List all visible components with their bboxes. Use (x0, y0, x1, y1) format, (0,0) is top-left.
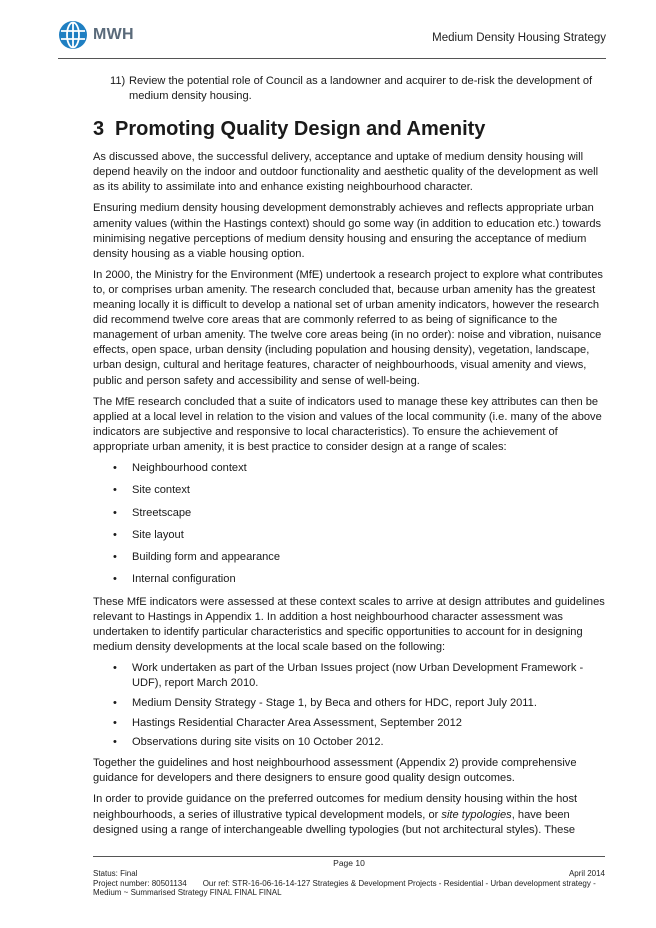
bullet: • (113, 506, 117, 519)
paragraph: These MfE indicators were assessed at these context scales to arrive at design attributes and guidelines relevant to Hastings in Appendix 1. In addition a host neighbourhood character assessment was undertaken to identify particular characteristics and specific opportunities to account for in designing medium density developments at the local scale based on the following: (93, 595, 605, 653)
bullet: • (113, 736, 117, 749)
paragraph: The MfE research concluded that a suite of indicators used to manage these key attributes can then be applied at a local level in relation to the vision and values of the local community (i.e. many of the above indicators are subjective and responsive to local characteristics). To ensure the achievement of appropriate urban amenity, it is best practice to consider design at a range of scales: (93, 395, 602, 453)
page-header (58, 20, 606, 58)
paragraph: Together the guidelines and host neighbourhood assessment (Appendix 2) provide comprehensive guidance for developers and there designers to ensure good quality design outcomes. (93, 757, 577, 785)
bullet: • (113, 461, 117, 474)
paragraph: In 2000, the Ministry for the Environment (MfE) undertook a research project to explore what contributes to, or comprises urban amenity. The research concluded that, because urban amenity has the greatest meaning locally it is difficult to develop a national set of urban amenity indicators, however the research did recommend twelve core areas that are commonly referred to as being of significance to the management of urban amenity. The twelve core areas being (in no order): noise and vibration, nuisance effects, open space, urban density (including population and housing density), vegetation, landscape, urban design, cultural and heritage features, character of neighbourhoods, visual amenity and views, public and person safety and accessibility and sense of well-being. (93, 268, 603, 387)
page-number: Page 10 (333, 858, 365, 868)
section-number: 3 (93, 118, 105, 141)
paragraph: As discussed above, the successful delivery, acceptance and uptake of medium density housing will depend heavily on the indoor and outdoor functionality and aesthetic quality of the development as well as its ability to assimilate into and enhance existing neighbourhood character. (93, 151, 599, 194)
bullet: • (113, 484, 117, 497)
paragraph: Ensuring medium density housing development demonstrably achieves and reflects appropriate urban amenity values (within the Hastings context) should go some way (in addition to education etc.) towards minimising negative perceptions of medium density housing and ensuring the acceptance of medium density housing as a viable housing option. (93, 202, 602, 260)
document-title: Medium Density Housing Strategy (432, 32, 606, 44)
section-title: Promoting Quality Design and Amenity (115, 118, 486, 141)
logo-text: MWH (93, 26, 134, 43)
bullet: • (113, 662, 117, 675)
list-item: • Building form and appearance (93, 550, 605, 565)
list-item: • Site context (93, 483, 605, 498)
document-date: April 2014 (568, 869, 605, 879)
globe-icon (58, 20, 88, 50)
item-number: 11) (110, 75, 126, 87)
list-item: • Site layout (93, 528, 605, 543)
reference: Our ref: STR-16-06-16-14-127 Strategies & Development Projects - Residential - Urban development strategy - (202, 878, 596, 888)
project-number: Project number: 80501134 (93, 878, 187, 888)
footer-divider (93, 856, 605, 857)
page-body (93, 74, 605, 844)
document-status: Status: Final (93, 869, 138, 879)
company-logo (58, 20, 134, 50)
list-item: • Medium Density Strategy - Stage 1, by Beca and others for HDC, report July 2011. (93, 696, 605, 711)
design-scales-list (93, 461, 605, 588)
numbered-item (93, 74, 605, 104)
header-divider (58, 58, 606, 59)
list-item: • Hastings Residential Character Area Assessment, September 2012 (93, 716, 605, 731)
page-footer (93, 856, 605, 898)
emphasis: site typologies (441, 808, 512, 821)
reference-continued: Medium ~ Summarised Strategy FINAL FINAL FINAL (93, 888, 282, 898)
list-item: • Streetscape (93, 506, 605, 521)
list-item: • Work undertaken as part of the Urban Issues project (now Urban Development Framework - UDF), report March 2010. (93, 661, 605, 691)
sources-list (93, 661, 605, 750)
bullet: • (113, 716, 117, 729)
bullet: • (113, 528, 117, 541)
paragraph: In order to provide guidance on the preferred outcomes for medium density housing within the host neighbourhoods, a series of illustrative typical development models, or site typologies, have been designed using a range of interchangeable dwelling typologies (but not architectural styles). These (93, 793, 578, 836)
bullet: • (113, 573, 117, 586)
bullet: • (113, 551, 117, 564)
item-text: Review the potential role of Council as a landowner and acquirer to de-risk the development of medium density housing. (129, 75, 593, 103)
list-item: • Internal configuration (93, 572, 605, 587)
bullet: • (113, 696, 117, 709)
list-item: • Neighbourhood context (93, 461, 605, 476)
list-item: • Observations during site visits on 10 October 2012. (93, 735, 605, 750)
section-heading (93, 117, 605, 141)
